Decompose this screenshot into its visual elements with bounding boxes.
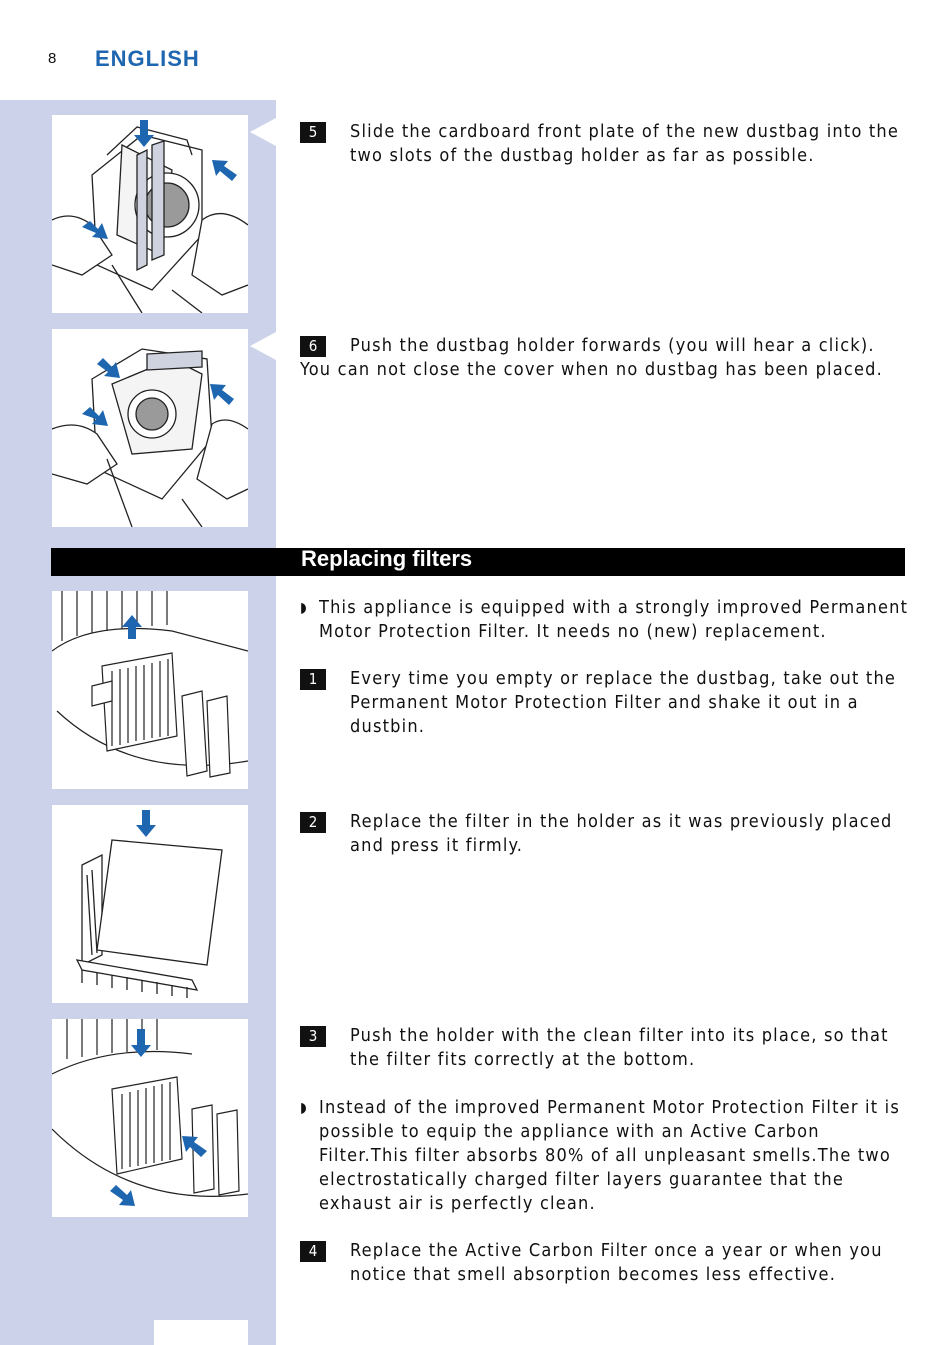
- bullet-mark: ◗: [300, 600, 308, 616]
- step-1: [300, 667, 910, 739]
- bullet-active-carbon: [300, 1096, 910, 1216]
- step-4: [300, 1239, 910, 1287]
- dustbag-push-drawing: [52, 329, 248, 527]
- step-5: [300, 120, 910, 168]
- bullet-text: Instead of the improved Permanent Motor Protection Filter it is possible to equip the appliance with an Active Carbon Filter.This filter absorbs 80% of all unpleasant smells.The two electrostatically charged filter layers guarantee that the exhaust air is perfectly clean.: [319, 1097, 900, 1214]
- filter-replace-drawing: [52, 805, 248, 1003]
- step-text: Replace the filter in the holder as it was previously placed and press it firmly.: [350, 811, 893, 856]
- bullet-mark: ◗: [300, 1100, 308, 1116]
- dustbag-insert-drawing: [52, 115, 248, 313]
- filter-insert-drawing: [52, 1019, 248, 1217]
- step-number: 3: [300, 1026, 326, 1047]
- step-number: 5: [300, 122, 326, 143]
- bullet-permanent-filter: [300, 596, 910, 644]
- step-text: Push the holder with the clean filter into its place, so that the filter fits correctly at the bottom.: [350, 1025, 889, 1070]
- bottom-tab-marker: [154, 1320, 248, 1345]
- step-6: [300, 334, 910, 382]
- section-title: Replacing filters: [301, 546, 473, 571]
- step-number: 2: [300, 812, 326, 833]
- illustration-filter-replace: [52, 805, 248, 1003]
- arrow-left-icon: [212, 160, 237, 181]
- language-heading: ENGLISH: [95, 46, 200, 71]
- step-3: [300, 1024, 910, 1072]
- step-text: Replace the Active Carbon Filter once a year or when you notice that smell absorption becomes less effective.: [350, 1240, 883, 1285]
- step-note: You can not close the cover when no dustbag has been placed.: [300, 359, 883, 380]
- step-text: Slide the cardboard front plate of the new dustbag into the two slots of the dustbag holder as far as possible.: [350, 121, 900, 166]
- illustration-dustbag-insert: [52, 115, 248, 313]
- arrow-down-right-icon: [110, 1185, 135, 1206]
- illustration-dustbag-push: [52, 329, 248, 527]
- page-number: 8: [48, 50, 57, 67]
- step-text: Push the dustbag holder forwards (you will hear a click).: [350, 335, 875, 356]
- step-number: 6: [300, 336, 326, 357]
- arrow-down-icon: [136, 810, 156, 837]
- callout-notch: [250, 332, 276, 360]
- callout-notch: [250, 118, 276, 146]
- step-number: 1: [300, 669, 326, 690]
- arrow-down-icon: [131, 1029, 151, 1057]
- bullet-text: This appliance is equipped with a strongly improved Permanent Motor Protection Filter. It needs no (new) replacement.: [319, 597, 909, 642]
- illustration-filter-insert: [52, 1019, 248, 1217]
- arrow-up-icon: [122, 615, 142, 639]
- step-2: [300, 810, 910, 858]
- section-header-bar: [51, 548, 905, 576]
- illustration-filter-remove: [52, 591, 248, 789]
- step-number: 4: [300, 1241, 326, 1262]
- step-text: Every time you empty or replace the dustbag, take out the Permanent Motor Protection Filter and shake it out in a dustbin.: [350, 668, 897, 737]
- arrow-left-icon: [210, 384, 234, 405]
- filter-remove-drawing: [52, 591, 248, 789]
